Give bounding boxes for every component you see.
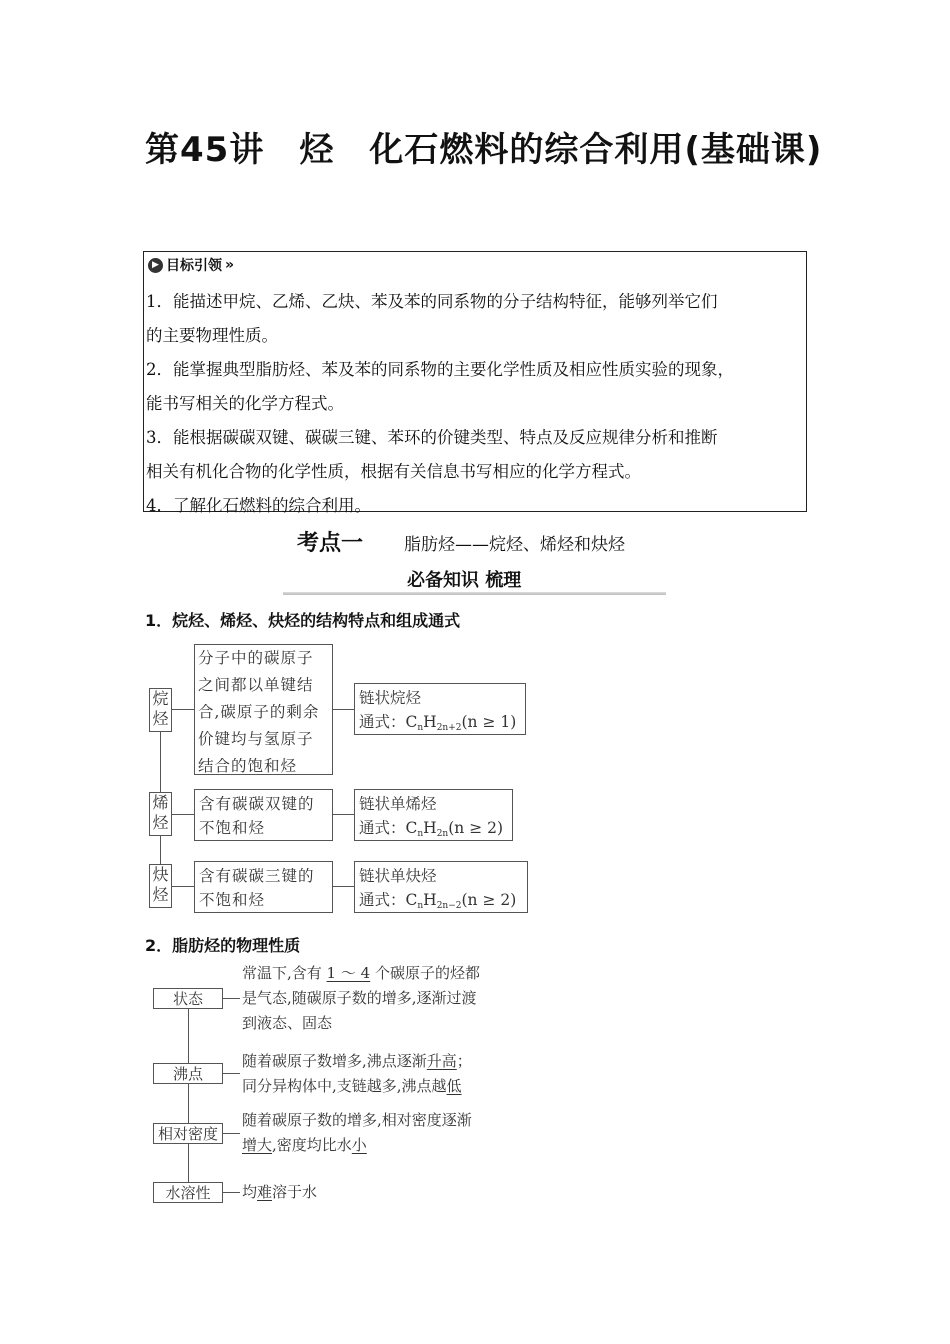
alkene-formula-box <box>354 789 513 841</box>
alkyne-formula-box <box>354 861 528 913</box>
alkane-desc: 分子中的碳原子之间都以单键结合,碳原子的剩余价键均与氢原子结合的饱和烃 <box>194 644 333 775</box>
prop-solubility-desc: 均难溶于水 <box>242 1183 318 1201</box>
connector <box>333 814 354 815</box>
alkene-type: 链状单烯烃 <box>359 795 437 813</box>
alkene-desc: 含有碳碳双键的不饱和烃 <box>194 789 333 841</box>
alkene-label: 烯烃 <box>149 792 172 836</box>
tree-line <box>188 1008 189 1183</box>
connector <box>223 1133 240 1134</box>
connector <box>172 814 194 815</box>
section-subtitle: 脂肪烃——烷烃、烯烃和炔烃 <box>404 535 625 555</box>
goal-line: 4．了解化石燃料的综合利用。 <box>146 496 371 515</box>
prop-density: 相对密度 <box>153 1123 223 1144</box>
prop-state-desc: 常温下,含有 1 ～ 4 个碳原子的烃都 是气态,随碳原子数的增多,逐渐过渡 到液态、固态 <box>242 964 480 1032</box>
tree-line <box>160 732 161 792</box>
alkyne-label: 炔烃 <box>149 864 172 908</box>
prop-boiling: 沸点 <box>153 1063 223 1084</box>
alkane-type: 链状烷烃 <box>359 689 422 707</box>
alkene-formula: 通式：$C_nH_{2n}(n \ge 2)$ <box>359 819 504 839</box>
connector <box>172 709 194 710</box>
goals-list <box>146 285 806 523</box>
part1-heading: 1．烷烃、烯烃、炔烃的结构特点和组成通式 <box>145 611 461 630</box>
connector <box>223 1192 240 1193</box>
part2-heading: 2．脂肪烃的物理性质 <box>145 936 301 955</box>
alkane-label: 烷烃 <box>149 688 172 732</box>
alkyne-desc: 含有碳碳三键的不饱和烃 <box>194 861 333 913</box>
section-divider <box>283 592 666 595</box>
goal-line: 3．能根据碳碳双键、碳碳三键、苯环的价键类型、特点及反应规律分析和推断 <box>146 428 718 447</box>
tree-line <box>160 836 161 864</box>
goal-line: 的主要物理性质。 <box>146 326 278 345</box>
connector <box>172 886 194 887</box>
goals-header <box>148 255 234 275</box>
goal-line: 2．能掌握典型脂肪烃、苯及苯的同系物的主要化学性质及相应性质实验的现象， <box>146 360 734 379</box>
goal-line: 1．能描述甲烷、乙烯、乙炔、苯及苯的同系物的分子结构特征，能够列举它们 <box>146 292 718 311</box>
goals-box <box>143 251 807 515</box>
section-bar-title: 必备知识 梳理 <box>407 570 522 591</box>
alkyne-type: 链状单炔烃 <box>359 867 437 885</box>
goals-header-label: 目标引领 <box>166 258 222 274</box>
goal-line: 能书写相关的化学方程式。 <box>146 394 344 413</box>
play-icon: ▶ <box>148 258 163 273</box>
prop-state: 状态 <box>153 988 223 1009</box>
prop-density-desc: 随着碳原子数的增多,相对密度逐渐 增大,密度均比水小 <box>242 1111 472 1154</box>
page-title: 第45讲 烃 化石燃料的综合利用(基础课) <box>145 130 823 170</box>
alkane-formula: 通式：$C_nH_{2n+2}(n \ge 1)$ <box>359 713 517 733</box>
goal-line: 相关有机化合物的化学性质，根据有关信息书写相应的化学方程式。 <box>146 462 641 481</box>
connector <box>223 1073 240 1074</box>
prop-solubility: 水溶性 <box>153 1182 223 1203</box>
alkyne-formula: 通式：$C_nH_{2n-2}(n \ge 2)$ <box>359 891 517 911</box>
connector <box>333 886 354 887</box>
alkane-formula-box <box>354 683 526 735</box>
connector <box>333 709 354 710</box>
prop-boiling-desc: 随着碳原子数增多,沸点逐渐升高； 同分异构体中,支链越多,沸点越低 <box>242 1052 472 1095</box>
double-chevron-icon: » <box>225 257 235 273</box>
connector <box>223 998 240 999</box>
section-label: 考点一 <box>297 531 364 556</box>
